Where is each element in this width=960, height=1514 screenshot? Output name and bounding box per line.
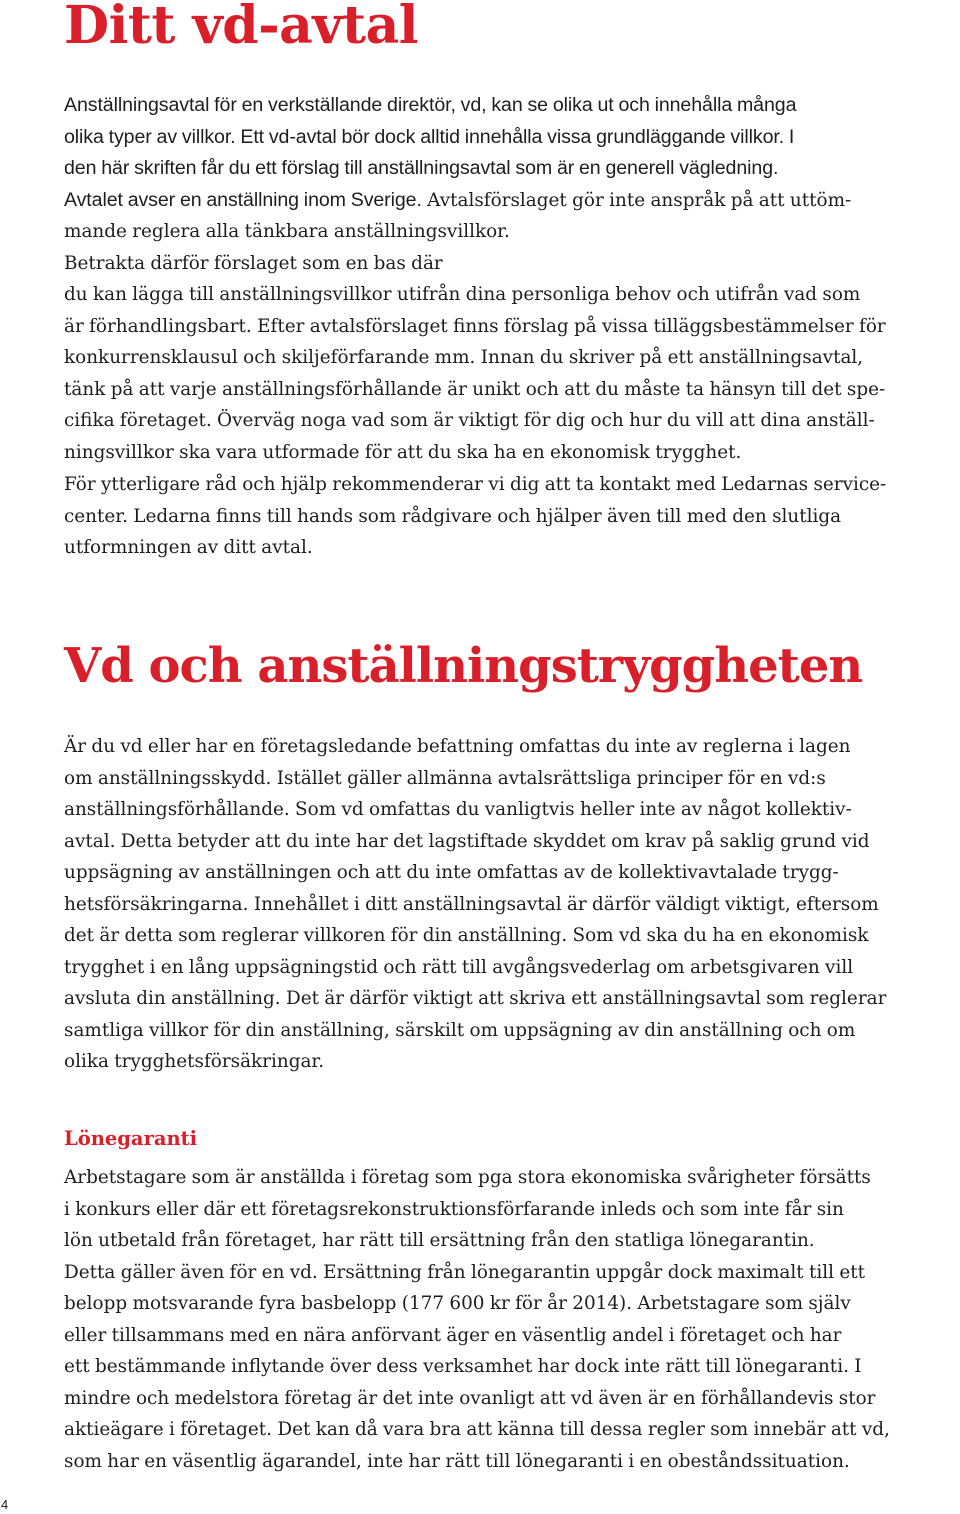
- intro-line-segment: Avtalsförslaget gör inte anspråk på att uttöm-: [427, 189, 852, 211]
- lonegaranti-line: i konkurs eller där ett företagsrekonstruktionsförfarande inleds och som inte får sin: [64, 1198, 844, 1220]
- intro-line: tänk på att varje anställningsförhållande är unikt och att du måste ta hänsyn till det spe-: [64, 378, 886, 400]
- lonegaranti-line: belopp motsvarande fyra basbelopp (177 600 kr för år 2014). Arbetstagare som själv: [64, 1293, 851, 1314]
- lonegaranti-line: Arbetstagare som är anställda i företag som pga stora ekonomiska svårigheter försätts: [64, 1167, 871, 1188]
- intro-line: Betrakta därför förslaget som en bas där: [64, 252, 443, 274]
- lonegaranti-line: Detta gäller även för en vd. Ersättning från lönegarantin uppgår dock maximalt till ett: [64, 1261, 866, 1283]
- intro-line: är förhandlingsbart. Efter avtalsförslaget finns förslag på vissa tilläggsbestämmelser för: [64, 315, 886, 337]
- vd-line: anställningsförhållande. Som vd omfattas du vanligtvis heller inte av något kollektiv-: [64, 799, 852, 820]
- vd-line: det är detta som reglerar villkoren för din anställning. Som vd ska du ha en ekonomisk: [64, 925, 869, 946]
- advice-paragraph: [64, 469, 958, 564]
- intro-line: den här skriften får du ett förslag till anställningsavtal som är en generell vägledning.: [64, 157, 779, 179]
- advice-line: center. Ledarna finns till hands som rådgivare och hjälper även till med den slutliga: [64, 505, 842, 527]
- vd-line: avtal. Detta betyder att du inte har det lagstiftade skyddet om krav på saklig grund vid: [64, 830, 870, 852]
- subsection-heading: Lönegaranti: [64, 1127, 198, 1150]
- intro-line: mande reglera alla tänkbara anställningsvillkor.: [64, 221, 510, 242]
- intro-line-segment: Avtalet avser en anställning inom Sverige.: [64, 188, 422, 211]
- intro-line: Anställningsavtal för en verkställande direktör, vd, kan se olika ut och innehålla många: [64, 94, 797, 116]
- intro-line: cifika företaget. Överväg noga vad som är viktigt för dig och hur du vill att dina anställ-: [64, 410, 875, 431]
- section-title: Vd och anställningstryggheten: [64, 638, 863, 694]
- lonegaranti-line: eller tillsammans med en nära anförvant äger en väsentlig andel i företaget och har: [64, 1324, 842, 1346]
- lonegaranti-line: aktieägare i företaget. Det kan då vara bra att känna till dessa regler som innebär att vd,: [64, 1419, 890, 1440]
- vd-paragraph: [64, 731, 958, 1078]
- lonegaranti-line: mindre och medelstora företag är det inte ovanligt att vd även är en förhållandevis stor: [64, 1387, 876, 1409]
- advice-line: För ytterligare råd och hjälp rekommenderar vi dig att ta kontakt med Ledarnas service-: [64, 474, 887, 495]
- vd-line: hetsförsäkringarna. Innehållet i ditt anställningsavtal är därför väldigt viktigt, eftersom: [64, 893, 879, 915]
- lonegaranti-line: ett bestämmande inflytande över dess verksamhet har dock inte rätt till lönegaranti. I: [64, 1356, 862, 1377]
- intro-line: konkurrensklausul och skiljeförfarande mm. Innan du skriver på ett anställningsavtal,: [64, 347, 864, 368]
- lonegaranti-line: som har en väsentlig ägarandel, inte har rätt till lönegaranti i en obeståndssituation.: [64, 1450, 850, 1472]
- intro-paragraph: [64, 90, 958, 468]
- intro-line-mixed: [64, 185, 958, 217]
- intro-line: du kan lägga till anställningsvillkor utifrån dina personliga behov och utifrån vad som: [64, 284, 861, 305]
- advice-line: utformningen av ditt avtal.: [64, 537, 313, 558]
- intro-line: olika typer av villkor. Ett vd-avtal bör dock alltid innehålla vissa grundläggande villkor. I: [64, 125, 795, 148]
- vd-line: trygghet i en lång uppsägningstid och rätt till avgångsvederlag om arbetsgivaren vill: [64, 956, 854, 978]
- vd-line: Är du vd eller har en företagsledande befattning omfattas du inte av reglerna i lagen: [64, 736, 851, 757]
- page-number: 4: [1, 1497, 9, 1512]
- vd-line: avsluta din anställning. Det är därför viktigt att skriva ett anställningsavtal som reglerar: [64, 988, 887, 1009]
- vd-line: uppsägning av anställningen och att du inte omfattas av de kollektivavtalade trygg-: [64, 862, 839, 883]
- lonegaranti-paragraph: [64, 1162, 958, 1477]
- vd-line: samtliga villkor för din anställning, särskilt om uppsägning av din anställning och om: [64, 1019, 856, 1041]
- intro-line: ningsvillkor ska vara utformade för att du ska ha en ekonomisk trygghet.: [64, 441, 742, 463]
- vd-line: om anställningsskydd. Istället gäller allmänna avtalsrättsliga principer för en vd:s: [64, 767, 826, 789]
- lonegaranti-line: lön utbetald från företaget, har rätt till ersättning från den statliga lönegarantin.: [64, 1230, 815, 1251]
- page-title: Ditt vd-avtal: [64, 0, 419, 56]
- vd-line: olika trygghetsförsäkringar.: [64, 1051, 325, 1072]
